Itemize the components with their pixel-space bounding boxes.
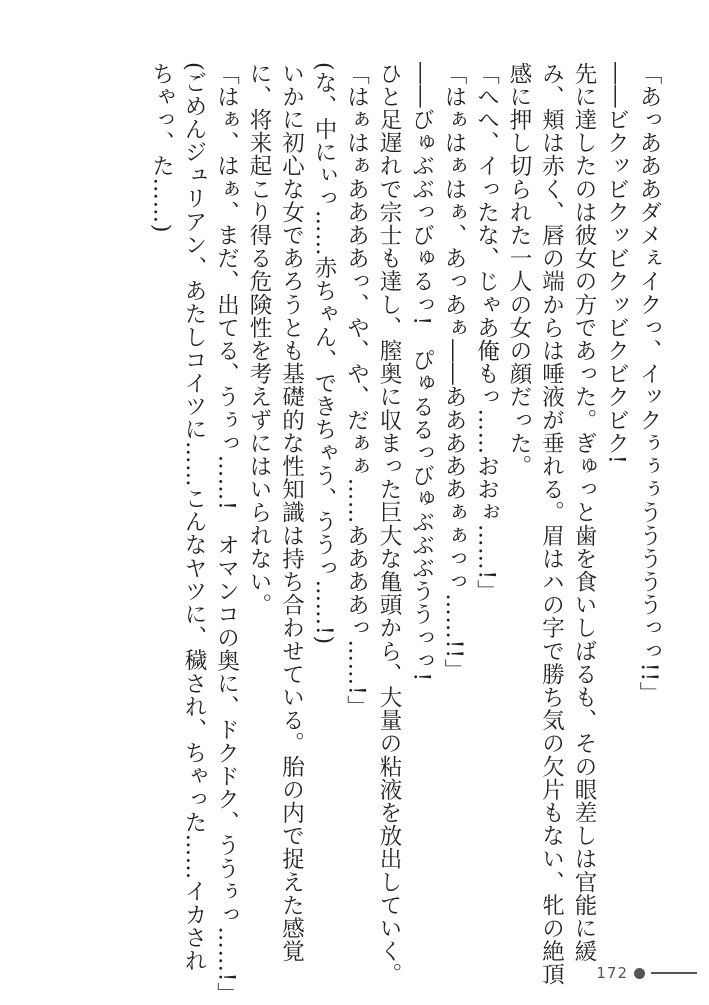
text-line: に、将来起こり得る危険性を考えずにはいられない。 xyxy=(246,62,272,617)
text-line: 「はぁはぁはぁ、あっあぁ――あああああぁぁっっ……!!」 xyxy=(441,62,467,682)
text-line: ――びゅぶぶっびゅるっ! ぴゅるるっびゅぶぶぶううっっ! xyxy=(408,62,435,682)
text-line: (な、中にぃっ……赤ちゃん、できちゃう、ううっ……!) xyxy=(311,62,337,645)
text-line: ――ビクッビクッビクッビクビクビク! xyxy=(603,62,630,465)
text-line: み、頬は赤く、唇の端からは唾液が垂れる。眉はハの字で勝ち気の欠片もない、牝の絶頂 xyxy=(538,62,565,986)
page-marker-dot-icon xyxy=(634,968,645,979)
text-line: ひと足遅れで宗士も達し、膣奥に収まった巨大な亀頭から、大量の粘液を放出していく。 xyxy=(376,62,402,986)
text-line: 「へへ、イったな、じゃあ俺もっ……おおぉ……!」 xyxy=(473,62,500,603)
text-line: 「はぁはぁああああっ、や、や、だぁぁ……ああああっ……!」 xyxy=(343,62,370,719)
text-line: 先に達したのは彼女の方であった。ぎゅっと歯を食いしばるも、その眼差しは官能に緩 xyxy=(571,62,597,963)
text-line: (ごめんジュリアン、あたしコイツに……こんなヤツに、穢され、ちゃった……イカされ xyxy=(181,62,207,973)
text-line: 「あっあああダメぇイクっ、イックぅぅぅうううううっっ!!」 xyxy=(636,62,662,705)
text-line: いかに初心な女であろうとも基礎的な性知識は持ち合わせている。胎の内で捉えた感覚 xyxy=(278,62,305,963)
page-marker-rule xyxy=(651,972,697,974)
page-number: 172 xyxy=(596,964,628,982)
text-line: 「はぁ、はぁ、まだ、出てる、うぅっ……! オマンコの奥に、ドクドク、ううぅっ……!」 xyxy=(213,62,240,1005)
text-line: ちゃっ、た……) xyxy=(148,62,175,234)
page-footer xyxy=(596,963,697,983)
text-line: 感に押し切られた一人の女の顔だった。 xyxy=(506,62,532,478)
